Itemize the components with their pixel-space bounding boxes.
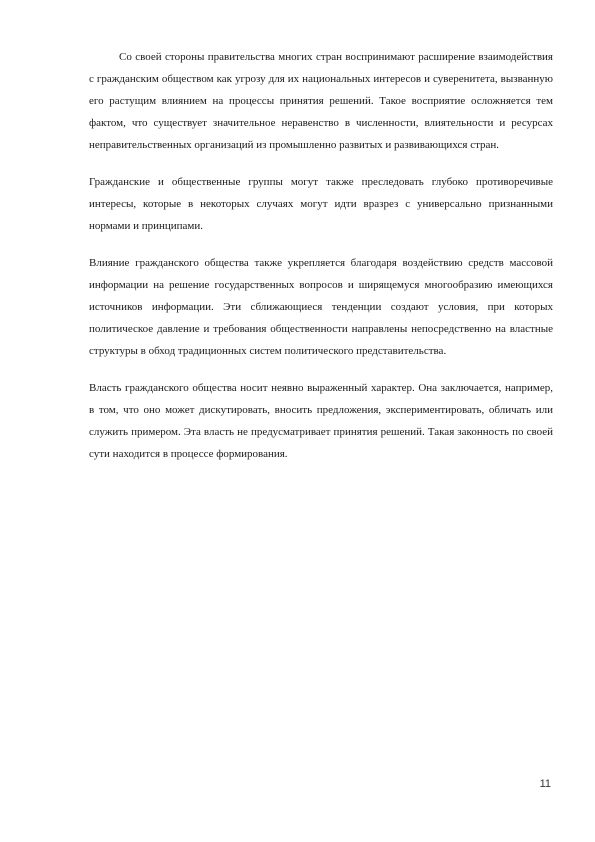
paragraph-1: Со своей стороны правительства многих стран воспринимают расширение взаимодействия с гражданским обществом как угрозу для их национальных интересов и суверенитета, вызванную его растущим влиянием на процессы принятия решений. Такое восприятие осложняется тем фактом, что существует значительное неравенство в численности, влиятельности и ресурсах неправительственных организаций из промышленно развитых и развивающихся стран. bbox=[89, 51, 553, 151]
paragraph-4: Власть гражданского общества носит неявно выраженный характер. Она заключается, например, в том, что оно может дискутировать, вносить предложения, экспериментировать, обличать или служить примером. Эта власть не предусматривает принятия решений. Такая законность по своей сути находится в процессе формирования. bbox=[89, 382, 553, 460]
document-body bbox=[89, 46, 553, 480]
paragraph-3: Влияние гражданского общества также укрепляется благодаря воздействию средств массовой информации на решение государственных вопросов и ширящемуся многообразию имеющихся источников информации. Эти сближающиеся тенденции создают условия, при которых политическое давление и требования общественности направлены непосредственно на властные структуры в обход традиционных систем политического представительства. bbox=[89, 257, 553, 357]
page-number: 11 bbox=[539, 778, 551, 790]
paragraph-2: Гражданские и общественные группы могут также преследовать глубоко противоречивые интересы, которые в некоторых случаях могут идти вразрез с универсально признанными нормами и принципами. bbox=[89, 176, 553, 232]
